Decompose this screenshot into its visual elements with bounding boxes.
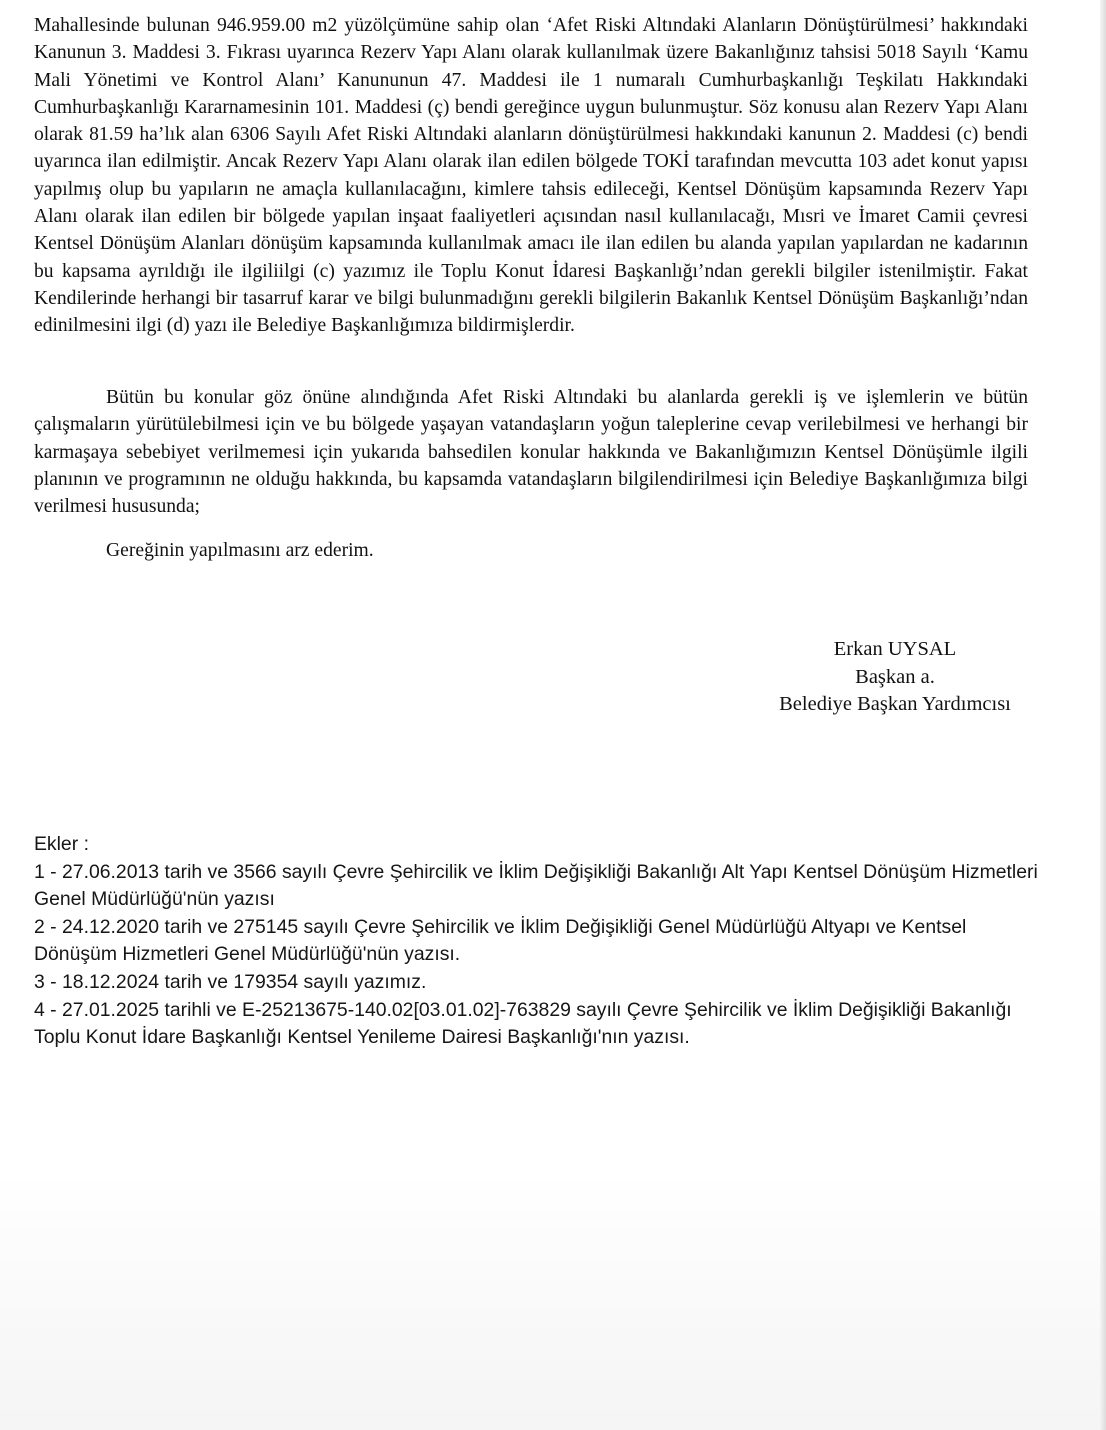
signature-block	[740, 636, 1050, 719]
enclosure-item-3: 3 - 18.12.2024 tarih ve 179354 sayılı yazımız.	[34, 970, 427, 993]
enclosure-item-2: 2 - 24.12.2020 tarih ve 275145 sayılı Çevre Şehircilik ve İklim Değişikliği Genel Müdürlüğü Altyapı ve Kentsel Dönüşüm Hizmetleri Genel Müdürlüğü'nün yazısı.	[34, 915, 967, 966]
enclosures-heading: Ekler :	[34, 833, 89, 855]
page-edge	[1100, 0, 1106, 1430]
letter-paragraph-1: Mahallesinde bulunan 946.959.00 m2 yüzölçümüne sahip olan ‘Afet Riski Altındaki Alanların Dönüştürülmesi’ hakkındaki Kanunun 3. Maddesi 3. Fıkrası uyarınca Rezerv Yapı Alanı olarak kullanılmak üzere Bakanlığınız tahsisi 5018 Sayılı ‘Kamu Mali Yönetimi ve Kontrol Alanı’ Kanununun 47. Maddesi ile 1 numaralı Cumhurbaşkanlığı Teşkilatı Hakkındaki Cumhurbaşkanlığı Kararnamesinin 101. Maddesi (ç) bendi gereğince uygun bulunmuştur. Söz konusu alan Rezerv Yapı Alanı olarak 81.59 ha’lık alan 6306 Sayılı Afet Riski Altındaki alanların dönüştürülmesi hakkındaki kanunun 2. Maddesi (c) bendi uyarınca ilan edilmiştir. Ancak Rezerv Yapı Alanı olarak ilan edilen bölgede TOKİ tarafından mevcutta 103 adet konut yapısı yapılmış olup bu yapıların ne amaçla kullanılacağını, kimlere tahsis edileceği, Kentsel Dönüşüm kapsamında Rezerv Yapı Alanı olarak ilan edilen bir bölgede yapılan inşaat faaliyetleri açısından nasıl kullanılacağı, Mısri ve İmaret Camii çevresi Kentsel Dönüşüm Alanları dönüşüm kapsamında kullanılmak amacı ile ilan edilen bu alanda yapılan yapılardan ne kadarının bu kapsama ayrıldığı ile ilgiliilgi (c) yazımız ile Toplu Konut İdaresi Başkanlığı’ndan gerekli bilgiler istenilmiştir. Fakat Kendilerinde herhangi bir tasarruf karar ve bilgi bulunmadığını gerekli bilgilerin Bakanlık Kentsel Dönüşüm Başkanlığı’ndan edinilmesini ilgi (d) yazı ile Belediye Başkanlığımıza bildirmişlerdir.	[34, 15, 1028, 337]
closing-sentence: Gereğinin yapılmasını arz ederim.	[106, 540, 374, 561]
signatory-title: Belediye Başkan Yardımcısı	[779, 693, 1011, 715]
letter-paragraph-2: Bütün bu konular göz önüne alındığında Afet Riski Altındaki bu alanlarda gerekli iş ve işlemlerin ve bütün çalışmaların yürütülebilmesi için ve bu bölgede yaşayan vatandaşların yoğun taleplerine cevap verilebilmesi ve herhangi bir karmaşaya sebebiyet verilmemesi için yukarıda bahsedilen konular hakkında ve Bakanlığımızın Kentsel Dönüşümle ilgili planının ve programının ne olduğu hakkında, bu kapsamda vatandaşların bilgilendirilmesi için Belediye Başkanlığımıza bilgi verilmesi hususunda;	[34, 387, 1028, 518]
signatory-on-behalf: Başkan a.	[855, 665, 935, 688]
enclosures-list	[34, 831, 1054, 1052]
signatory-name: Erkan UYSAL	[833, 638, 957, 660]
page-shadow	[0, 1170, 1106, 1430]
enclosure-item-1: 1 - 27.06.2013 tarih ve 3566 sayılı Çevre Şehircilik ve İklim Değişikliği Bakanlığı Alt Yapı Kentsel Dönüşüm Hizmetleri Genel Müdürlüğü'nün yazısı	[34, 860, 1038, 911]
enclosure-item-4: 4 - 27.01.2025 tarihli ve E-25213675-140.02[03.01.02]-763829 sayılı Çevre Şehircilik ve İklim Değişikliği Bakanlığı Toplu Konut İdare Başkanlığı Kentsel Yenileme Dairesi Başkanlığı'nın yazısı.	[34, 998, 1012, 1049]
